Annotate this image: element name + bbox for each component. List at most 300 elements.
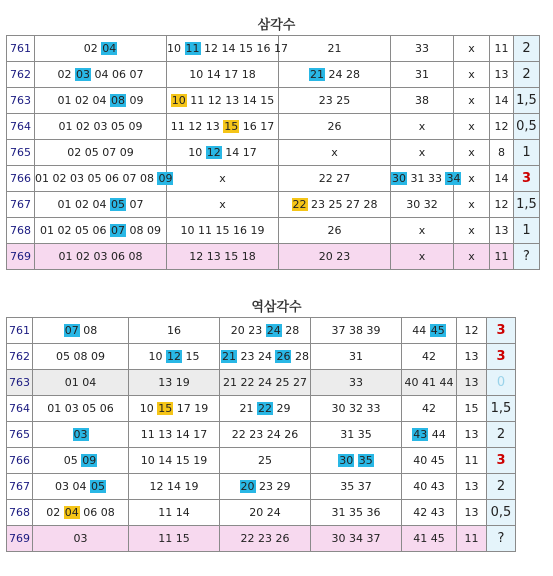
- number-group-cell: [167, 36, 288, 62]
- number-text: 42: [422, 402, 436, 415]
- highlight-blue: 08: [110, 94, 125, 107]
- number-text: 13: [494, 68, 509, 81]
- highlight-blue: 45: [430, 324, 445, 337]
- table-row: [7, 244, 540, 270]
- number-group-cell: [33, 474, 129, 500]
- highlight-blue: 07: [110, 224, 125, 237]
- highlight-blue: 30: [392, 172, 406, 185]
- number-group-cell: [490, 114, 514, 140]
- number-group-cell: [220, 448, 311, 474]
- number-text: 01 04: [64, 376, 97, 389]
- result-value: 0,5: [487, 500, 516, 526]
- highlight-blue: 35: [358, 454, 373, 467]
- number-text: x: [219, 172, 226, 185]
- result-value: ?: [487, 526, 516, 552]
- number-text: 15: [182, 350, 200, 363]
- number-group-cell: [391, 192, 454, 218]
- number-text: 12 14 19: [149, 480, 199, 493]
- number-group-cell: [33, 526, 129, 552]
- number-text: 22 27: [318, 172, 351, 185]
- number-text: 40 43: [413, 480, 445, 493]
- table-row: [7, 114, 540, 140]
- number-text: 20 24: [249, 506, 281, 519]
- number-text: 12: [494, 120, 509, 133]
- highlight-blue: 22: [258, 402, 272, 415]
- number-group-cell: [129, 500, 220, 526]
- number-text: 23 25: [318, 94, 351, 107]
- result-value: 2: [514, 36, 540, 62]
- number-group-cell: [129, 318, 220, 344]
- number-group-cell: [454, 218, 490, 244]
- number-text: x: [331, 146, 338, 159]
- table-row: [7, 396, 516, 422]
- number-text: 12 13 15 18: [189, 250, 256, 263]
- number-group-cell: [33, 448, 129, 474]
- number-text: x: [418, 250, 426, 263]
- highlight-blue: 12: [167, 350, 181, 363]
- number-text: 13: [464, 480, 479, 493]
- round-number: 769: [7, 526, 33, 552]
- number-group-cell: [129, 396, 220, 422]
- highlight-blue: 03: [76, 68, 90, 81]
- number-text: x: [468, 120, 475, 133]
- number-text: 30 32: [406, 198, 438, 211]
- number-group-cell: [129, 370, 220, 396]
- highlight-blue: 24: [266, 324, 281, 337]
- round-number: 764: [7, 396, 33, 422]
- number-group-cell: [279, 166, 391, 192]
- highlight-blue: 09: [82, 454, 97, 467]
- number-group-cell: [490, 166, 514, 192]
- result-value: 0: [487, 370, 516, 396]
- number-group-cell: [279, 140, 391, 166]
- number-text: 31 35 36: [331, 506, 381, 519]
- number-text: 26: [327, 120, 342, 133]
- result-value: 2: [487, 474, 516, 500]
- number-group-cell: [220, 500, 311, 526]
- number-group-cell: [454, 62, 490, 88]
- number-text: 11: [464, 532, 479, 545]
- result-value: ?: [514, 244, 540, 270]
- round-number: 766: [7, 448, 33, 474]
- table-row: [7, 318, 516, 344]
- number-group-cell: [454, 244, 490, 270]
- number-text: 30 34 37: [331, 532, 381, 545]
- highlight-blue: 11: [185, 42, 200, 55]
- number-text: 10 14 15 19: [140, 454, 208, 467]
- number-text: 06 08: [79, 506, 115, 519]
- number-group-cell: [454, 114, 490, 140]
- number-group-cell: [490, 140, 514, 166]
- number-text: 01 02 05 06: [40, 224, 110, 237]
- round-number: 769: [7, 244, 35, 270]
- number-group-cell: [490, 218, 514, 244]
- table-row: [7, 140, 540, 166]
- number-text: 10: [188, 146, 206, 159]
- round-number: 762: [7, 344, 33, 370]
- round-number: 768: [7, 500, 33, 526]
- number-text: 05 08 09: [56, 350, 105, 363]
- number-text: 20 23: [230, 324, 266, 337]
- result-value: 1: [514, 140, 540, 166]
- round-number: 765: [7, 422, 33, 448]
- number-text: 02: [57, 68, 75, 81]
- number-text: x: [468, 198, 475, 211]
- number-text: 04 06 07: [91, 68, 144, 81]
- highlight-blue: 03: [73, 428, 88, 441]
- number-group-cell: [33, 318, 129, 344]
- round-number: 765: [7, 140, 35, 166]
- highlight-blue: 21: [310, 68, 324, 81]
- number-text: 14: [494, 172, 509, 185]
- highlight-blue: 30: [339, 454, 354, 467]
- number-group-cell: [402, 318, 457, 344]
- number-group-cell: [35, 140, 167, 166]
- number-group-cell: [391, 36, 454, 62]
- number-text: 01 02 04: [57, 94, 110, 107]
- number-group-cell: [129, 526, 220, 552]
- number-text: 21: [327, 42, 342, 55]
- number-text: 21 22 24 25 27: [223, 376, 307, 389]
- number-group-cell: [35, 244, 167, 270]
- number-group-cell: [391, 218, 454, 244]
- number-group-cell: [490, 244, 514, 270]
- number-group-cell: [279, 114, 391, 140]
- table-row: [7, 370, 516, 396]
- number-text: 02: [46, 506, 64, 519]
- number-text: 12: [494, 198, 509, 211]
- number-group-cell: [35, 218, 167, 244]
- table-row: [7, 62, 540, 88]
- number-group-cell: [454, 88, 490, 114]
- highlight-yellow: 15: [158, 402, 173, 415]
- number-group-cell: [220, 422, 311, 448]
- section1-title: 삼각수: [257, 18, 296, 33]
- number-group-cell: [457, 318, 487, 344]
- number-group-cell: [279, 88, 391, 114]
- number-group-cell: [167, 166, 279, 192]
- number-text: 26: [327, 224, 342, 237]
- result-value: 2: [514, 62, 540, 88]
- table-row: [7, 344, 516, 370]
- number-group-cell: [167, 88, 279, 114]
- number-group-cell: [220, 474, 311, 500]
- number-text: 07: [125, 198, 144, 211]
- table-row: [7, 500, 516, 526]
- number-text: 40 41 44: [404, 376, 454, 389]
- table-row: [7, 526, 516, 552]
- number-text: 11 13 14 17: [140, 428, 208, 441]
- round-number: 763: [7, 370, 33, 396]
- number-group-cell: [279, 192, 391, 218]
- number-text: 13: [494, 224, 509, 237]
- number-text: 13: [464, 376, 479, 389]
- number-text: 01 03 05 06: [47, 402, 114, 415]
- number-text: 02 05 07 09: [67, 146, 134, 159]
- highlight-blue: 09: [158, 172, 173, 185]
- number-text: x: [468, 172, 475, 185]
- number-group-cell: [279, 218, 391, 244]
- number-group-cell: [457, 526, 487, 552]
- number-group-cell: [457, 396, 487, 422]
- number-text: 05: [63, 454, 82, 467]
- number-group-cell: [220, 526, 311, 552]
- number-text: 14: [494, 94, 509, 107]
- number-group-cell: [457, 422, 487, 448]
- number-text: 01 02 03 05 09: [58, 120, 143, 133]
- table-row: [7, 474, 516, 500]
- number-group-cell: [454, 192, 490, 218]
- round-number: 767: [7, 192, 35, 218]
- number-text: 35 37: [340, 480, 372, 493]
- highlight-blue: 21: [222, 350, 236, 363]
- result-value: 2: [487, 422, 516, 448]
- number-text: 22 23 26: [240, 532, 290, 545]
- round-number: 761: [7, 318, 33, 344]
- number-text: 41 45: [413, 532, 445, 545]
- number-text: 13 19: [158, 376, 190, 389]
- number-group-cell: [311, 474, 402, 500]
- number-group-cell: [402, 396, 457, 422]
- number-text: 11 15: [158, 532, 190, 545]
- number-group-cell: [167, 140, 279, 166]
- round-number: 762: [7, 62, 35, 88]
- number-text: 10: [148, 350, 166, 363]
- result-value: 1,5: [487, 396, 516, 422]
- number-group-cell: [457, 474, 487, 500]
- number-group-cell: [35, 88, 167, 114]
- round-number: 761: [7, 36, 35, 62]
- number-text: 11 14: [158, 506, 190, 519]
- number-group-cell: [311, 396, 402, 422]
- number-text: 8: [498, 146, 505, 159]
- number-group-cell: [311, 500, 402, 526]
- number-text: 17 19: [173, 402, 209, 415]
- number-text: 10: [139, 402, 158, 415]
- number-text: 03: [73, 532, 88, 545]
- number-text: 10 11 15 16 19: [180, 224, 265, 237]
- inverse-triangle-number-table: [6, 317, 516, 552]
- number-group-cell: [454, 36, 490, 62]
- highlight-blue: 26: [276, 350, 291, 363]
- result-value: 3: [514, 166, 540, 192]
- number-text: x: [418, 224, 426, 237]
- number-text: 28: [281, 324, 300, 337]
- number-text: 38: [415, 94, 429, 107]
- number-group-cell: [220, 370, 311, 396]
- number-text: 08: [79, 324, 98, 337]
- number-text: 12: [464, 324, 479, 337]
- number-group-cell: [402, 474, 457, 500]
- number-group-cell: [129, 448, 220, 474]
- number-text: 31 35: [340, 428, 372, 441]
- number-text: 31 33: [407, 172, 446, 185]
- section2-title: 역삼각수: [251, 300, 302, 315]
- number-text: x: [468, 224, 475, 237]
- number-text: 11: [464, 454, 479, 467]
- number-group-cell: [33, 422, 129, 448]
- number-group-cell: [391, 166, 461, 192]
- number-group-cell: [311, 344, 402, 370]
- number-text: 10 14 17 18: [189, 68, 256, 81]
- number-group-cell: [167, 218, 279, 244]
- number-text: 01 02 03 05 06 07 08: [35, 172, 158, 185]
- number-text: 23 29: [255, 480, 291, 493]
- number-text: 30 32 33: [331, 402, 381, 415]
- number-group-cell: [35, 36, 167, 62]
- number-text: 01 02 04: [57, 198, 110, 211]
- number-group-cell: [33, 370, 129, 396]
- number-text: 03 04: [55, 480, 90, 493]
- number-text: 23 24: [237, 350, 276, 363]
- highlight-blue: 05: [91, 480, 105, 493]
- number-group-cell: [311, 448, 402, 474]
- number-text: 16: [167, 324, 181, 337]
- number-group-cell: [311, 370, 402, 396]
- round-number: 767: [7, 474, 33, 500]
- table-row: [7, 448, 516, 474]
- number-group-cell: [391, 88, 454, 114]
- number-text: 42: [422, 350, 436, 363]
- number-text: 25: [258, 454, 272, 467]
- number-text: x: [468, 42, 475, 55]
- highlight-blue: 05: [110, 198, 125, 211]
- number-text: 15: [464, 402, 479, 415]
- number-group-cell: [457, 448, 487, 474]
- number-group-cell: [457, 500, 487, 526]
- number-group-cell: [391, 140, 454, 166]
- number-text: 11: [494, 250, 509, 263]
- number-group-cell: [220, 344, 311, 370]
- number-group-cell: [279, 36, 391, 62]
- number-group-cell: [311, 526, 402, 552]
- number-text: x: [219, 198, 226, 211]
- number-group-cell: [129, 344, 220, 370]
- number-group-cell: [35, 114, 167, 140]
- number-text: 08 09: [125, 224, 161, 237]
- number-text: 20 23: [318, 250, 351, 263]
- round-number: 768: [7, 218, 35, 244]
- number-text: 29: [273, 402, 291, 415]
- number-text: 22 23 24 26: [231, 428, 299, 441]
- number-text: 42 43: [413, 506, 445, 519]
- number-group-cell: [457, 370, 487, 396]
- number-group-cell: [490, 88, 514, 114]
- number-group-cell: [391, 114, 454, 140]
- number-group-cell: [402, 344, 457, 370]
- number-text: 11 12 13: [170, 120, 224, 133]
- number-group-cell: [402, 422, 457, 448]
- number-text: 13: [464, 506, 479, 519]
- number-group-cell: [490, 192, 514, 218]
- number-text: 23 25 27 28: [307, 198, 378, 211]
- number-text: 21: [239, 402, 257, 415]
- number-text: 09: [125, 94, 144, 107]
- number-group-cell: [490, 36, 514, 62]
- number-text: 13: [464, 428, 479, 441]
- number-group-cell: [490, 62, 514, 88]
- number-text: 24 28: [325, 68, 360, 81]
- highlight-blue: 12: [206, 146, 221, 159]
- result-value: 3: [487, 344, 516, 370]
- number-text: 44: [428, 428, 446, 441]
- number-text: x: [468, 68, 475, 81]
- highlight-yellow: 10: [171, 94, 186, 107]
- number-group-cell: [391, 62, 454, 88]
- highlight-blue: 07: [64, 324, 79, 337]
- number-text: 33: [415, 42, 429, 55]
- result-value: 1,5: [514, 192, 540, 218]
- highlight-blue: 04: [102, 42, 117, 55]
- number-group-cell: [402, 370, 457, 396]
- number-group-cell: [279, 62, 391, 88]
- round-number: 763: [7, 88, 35, 114]
- number-text: 11: [494, 42, 509, 55]
- table-row: [7, 88, 540, 114]
- number-group-cell: [35, 166, 173, 192]
- number-text: 31: [349, 350, 363, 363]
- number-group-cell: [220, 318, 311, 344]
- number-text: 31: [415, 68, 429, 81]
- result-value: 3: [487, 318, 516, 344]
- number-text: 28: [291, 350, 309, 363]
- number-group-cell: [391, 244, 454, 270]
- number-text: 02: [83, 42, 102, 55]
- number-group-cell: [457, 344, 487, 370]
- number-text: 33: [349, 376, 363, 389]
- number-text: x: [418, 146, 426, 159]
- number-group-cell: [454, 140, 490, 166]
- number-text: 37 38 39: [331, 324, 381, 337]
- number-group-cell: [311, 422, 402, 448]
- highlight-blue: 43: [413, 428, 428, 441]
- result-value: 0,5: [514, 114, 540, 140]
- number-group-cell: [167, 114, 279, 140]
- result-value: 1: [514, 218, 540, 244]
- table-row: [7, 218, 540, 244]
- number-group-cell: [35, 62, 167, 88]
- highlight-blue: 20: [240, 480, 255, 493]
- number-group-cell: [129, 422, 220, 448]
- result-value: 1,5: [514, 88, 540, 114]
- table-row: [7, 166, 540, 192]
- number-group-cell: [402, 500, 457, 526]
- number-text: 13: [464, 350, 479, 363]
- round-number: 764: [7, 114, 35, 140]
- result-value: 3: [487, 448, 516, 474]
- number-text: 12 14 15 16 17: [200, 42, 288, 55]
- number-group-cell: [33, 500, 129, 526]
- number-group-cell: [33, 344, 129, 370]
- number-text: x: [418, 120, 426, 133]
- highlight-yellow: 22: [292, 198, 307, 211]
- number-group-cell: [129, 474, 220, 500]
- number-text: x: [468, 146, 475, 159]
- number-group-cell: [311, 318, 402, 344]
- round-number: 766: [7, 166, 35, 192]
- number-group-cell: [33, 396, 129, 422]
- number-text: x: [468, 94, 475, 107]
- number-text: 01 02 03 06 08: [58, 250, 143, 263]
- number-group-cell: [167, 62, 279, 88]
- number-text: 44: [412, 324, 430, 337]
- number-group-cell: [220, 396, 311, 422]
- number-group-cell: [167, 244, 279, 270]
- table-row: [7, 36, 540, 62]
- highlight-yellow: 04: [64, 506, 79, 519]
- table-row: [7, 422, 516, 448]
- number-group-cell: [279, 244, 391, 270]
